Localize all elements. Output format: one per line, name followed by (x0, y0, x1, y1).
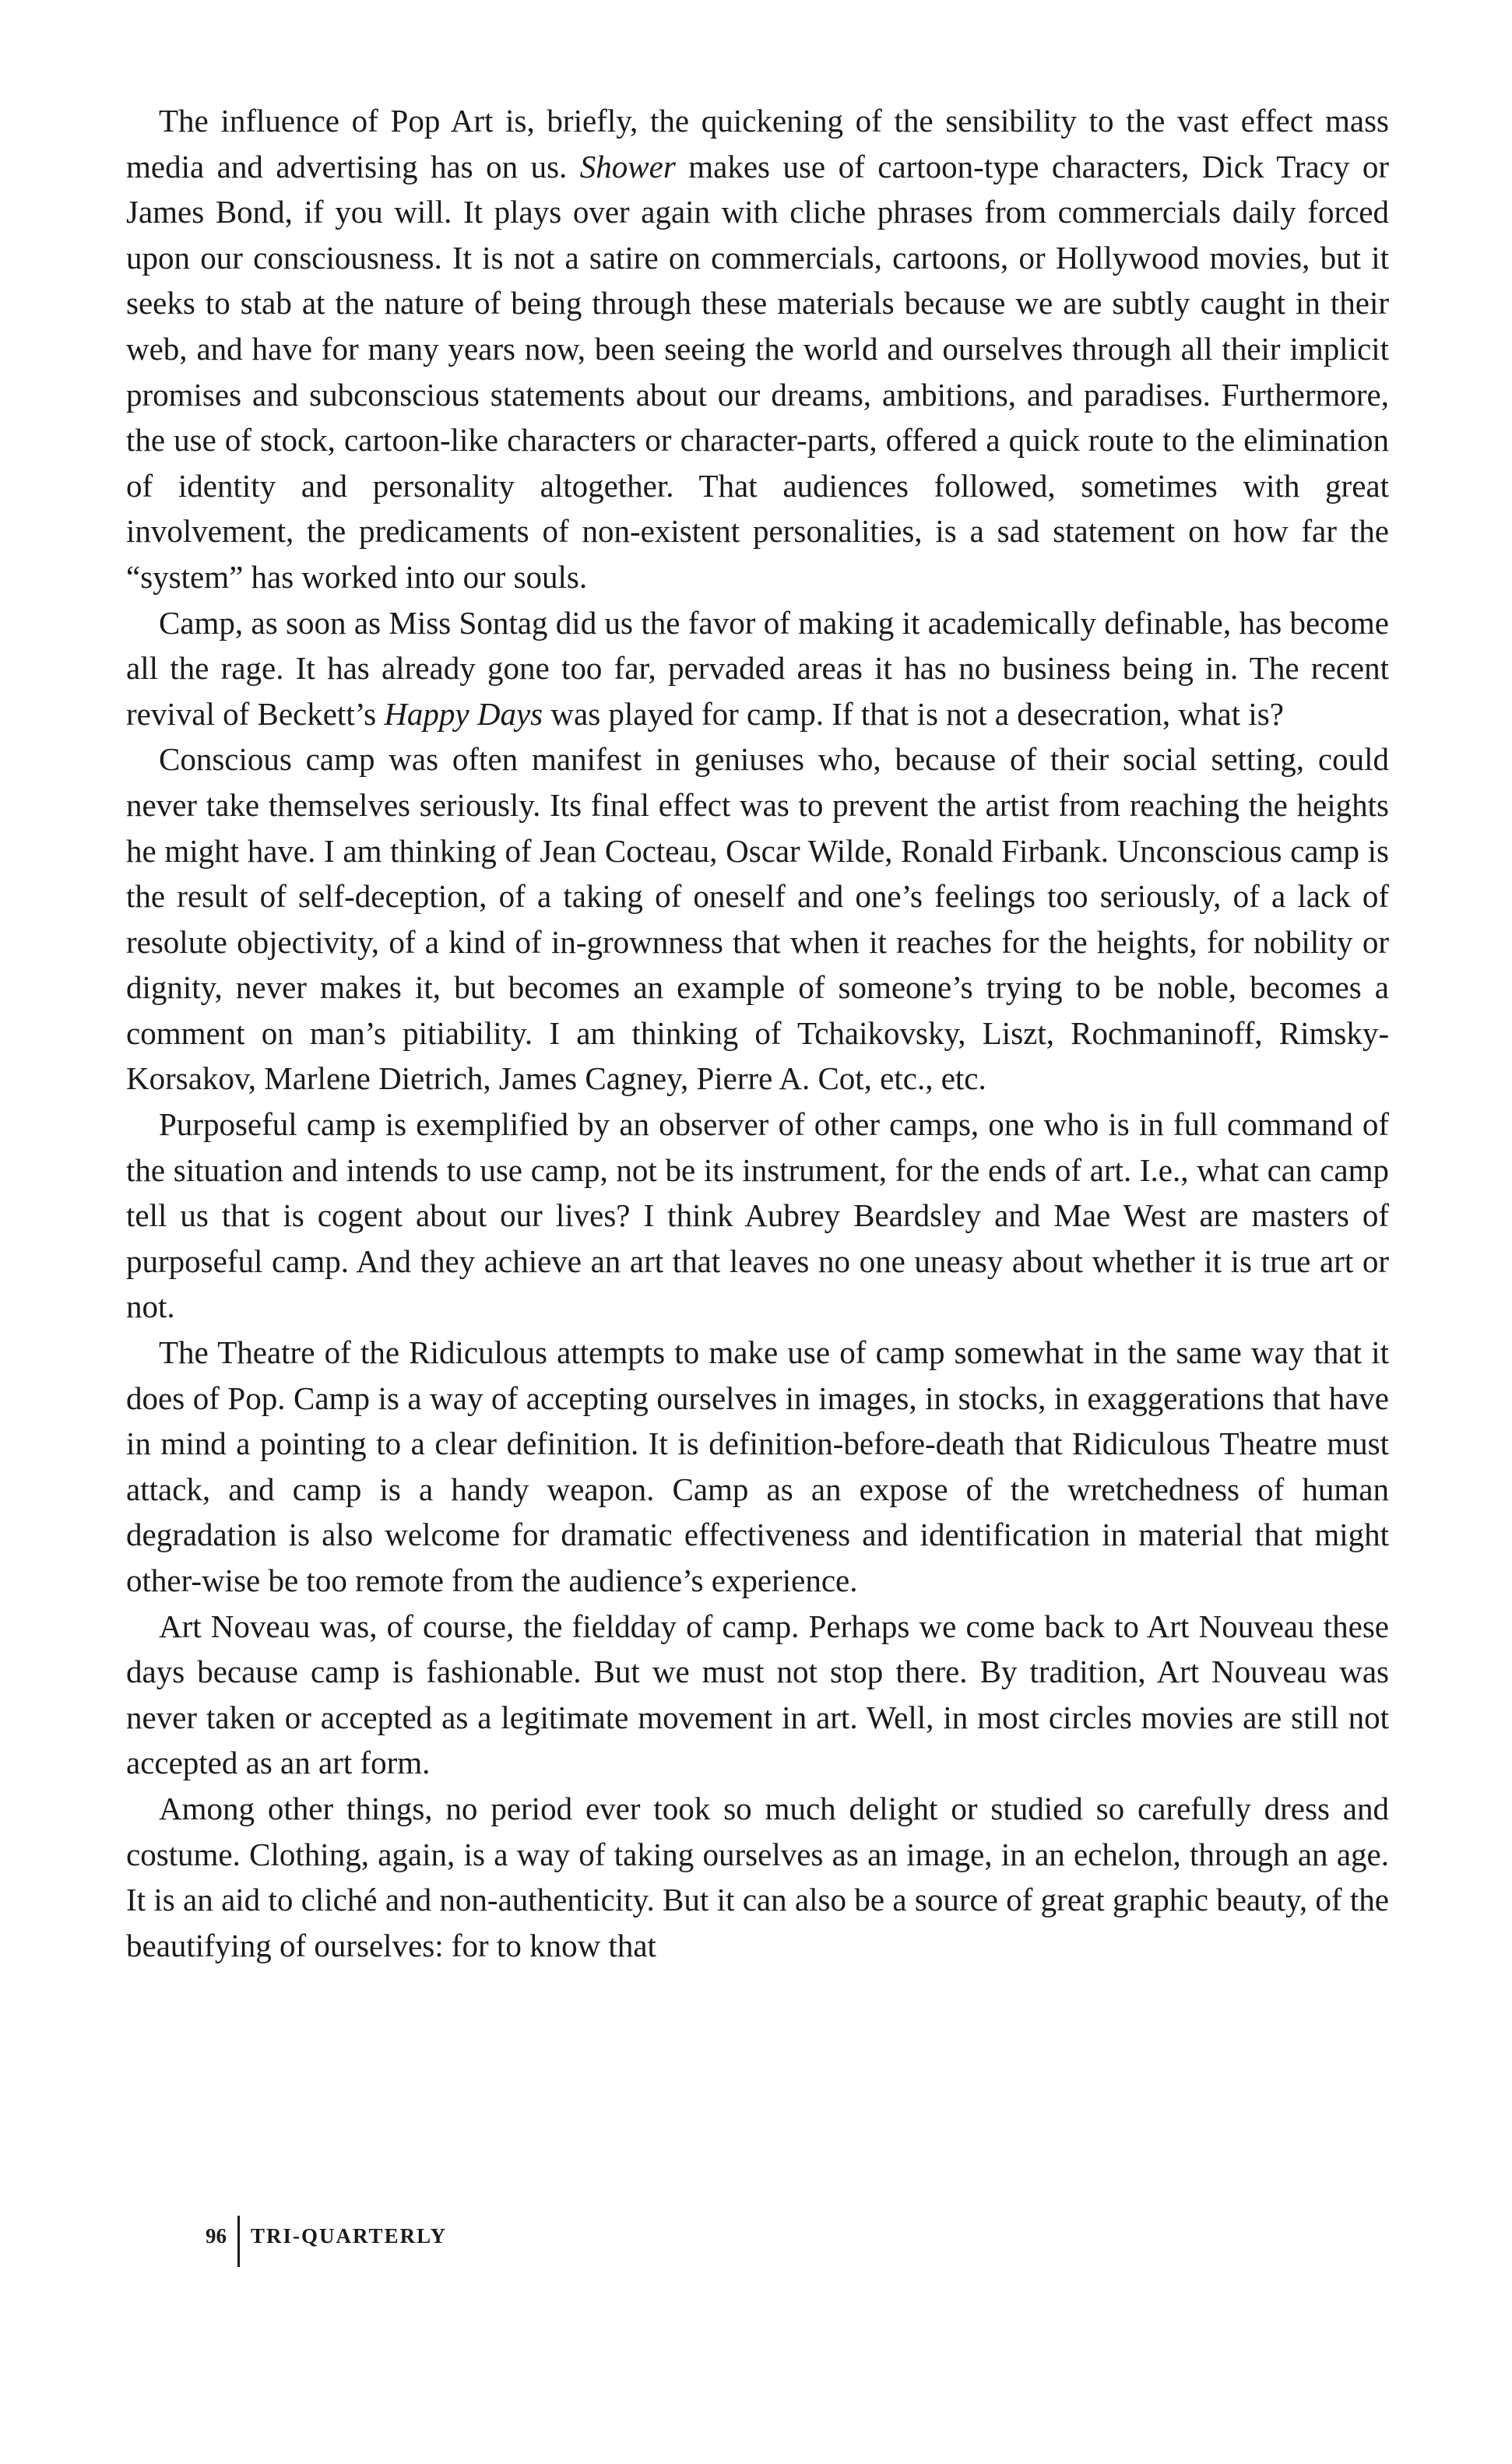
italic-title-text: Happy Days (384, 695, 543, 732)
paragraph (126, 1330, 1389, 1604)
paragraph (126, 98, 1389, 600)
paragraph-text: Art Noveau was, of course, the fieldday of camp. Perhaps we come back to Art Nouveau these days because camp is fashionable. But we must not stop there. By tradition, Art Nouveau was never taken or accepted as a legitimate movement in art. Well, in most circles movies are still not accepted as an art form. (126, 1608, 1389, 1781)
page-footer (206, 2205, 447, 2267)
paragraph (126, 1604, 1389, 1786)
journal-name: TRI-QUARTERLY (251, 2223, 448, 2248)
paragraph-text: was played for camp. If that is not a desecration, what is? (543, 695, 1284, 732)
paragraph-text: Conscious camp was often manifest in geniuses who, because of their social setting, could never take themselves seriously. Its final effect was to prevent the artist from reaching the heights he might have. I am thinking of Jean Cocteau, Oscar Wilde, Ronald Firbank. Unconscious camp is the result of self-deception, of a taking of oneself and one’s feelings too seriously, of a lack of resolute objectivity, of a kind of in-grownness that when it reaches for the heights, for nobility or dignity, never makes it, but becomes an example of someone’s trying to be noble, becomes a comment on man’s pitiability. I am thinking of Tchaikovsky, Liszt, Rochmaninoff, Rimsky-Korsakov, Marlene Dietrich, James Cagney, Pierre A. Cot, etc., etc. (126, 741, 1389, 1097)
paragraph-text: The Theatre of the Ridiculous attempts to make use of camp somewhat in the same way that it does of Pop. Camp is a way of accepting ourselves in images, in stocks, in exaggerations that have in mind a pointing to a clear definition. It is definition-before-death that Ridiculous Theatre must attack, and camp is a handy weapon. Camp as an expose of the wretchedness of human degradation is also welcome for dramatic effectiveness and identification in material that might other-wise be too remote from the audience’s experience. (126, 1334, 1389, 1598)
paragraph-text: Among other things, no period ever took so much delight or studied so carefully dress and costume. Clothing, again, is a way of taking ourselves as an image, in an echelon, through an age. It is an aid to cliché and non-authenticity. But it can also be a source of great graphic beauty, of the beautifying of ourselves: for to know that (126, 1790, 1389, 1963)
paragraph (126, 736, 1389, 1102)
paragraph-text: The influence of Pop Art is, briefly, the quickening of the sensibility to the vast effect mass media and advertising has on us. (126, 103, 1389, 185)
paragraph (126, 600, 1389, 737)
paragraph (126, 1786, 1389, 1968)
paragraph-text: makes use of cartoon-type characters, Dick Tracy or James Bond, if you will. It plays over again with cliche phrases from commercials daily forced upon our consciousness. It is not a satire on commercials, cartoons, or Hollywood movies, but it seeks to stab at the nature of being through these materials because we are subtly caught in their web, and have for many years now, been seeing the world and ourselves through all their implicit promises and subconscious statements about our dreams, ambitions, and paradises. Furthermore, the use of stock, cartoon-like characters or character-parts, offered a quick route to the elimination of identity and personality altogether. That audiences followed, sometimes with great involvement, the predicaments of non-existent personalities, is a sad statement on how far the “system” has worked into our souls. (126, 148, 1389, 595)
paragraph-text: Camp, as soon as Miss Sontag did us the favor of making it academically definable, has become all the rage. It has already gone too far, pervaded areas it has no business being in. The recent revival of Beckett’s (126, 604, 1389, 732)
article-body (126, 98, 1389, 1968)
paragraph-text: Purposeful camp is exemplified by an observer of other camps, one who is in full command of the situation and intends to use camp, not be its instrument, for the ends of art. I.e., what can camp tell us that is cogent about our lives? I think Aubrey Beardsley and Mae West are masters of purposeful camp. And they achieve an art that leaves no one uneasy about whether it is true art or not. (126, 1106, 1389, 1325)
italic-title-text: Shower (579, 148, 676, 185)
page-number: 96 (206, 2223, 227, 2248)
paragraph (126, 1102, 1389, 1330)
